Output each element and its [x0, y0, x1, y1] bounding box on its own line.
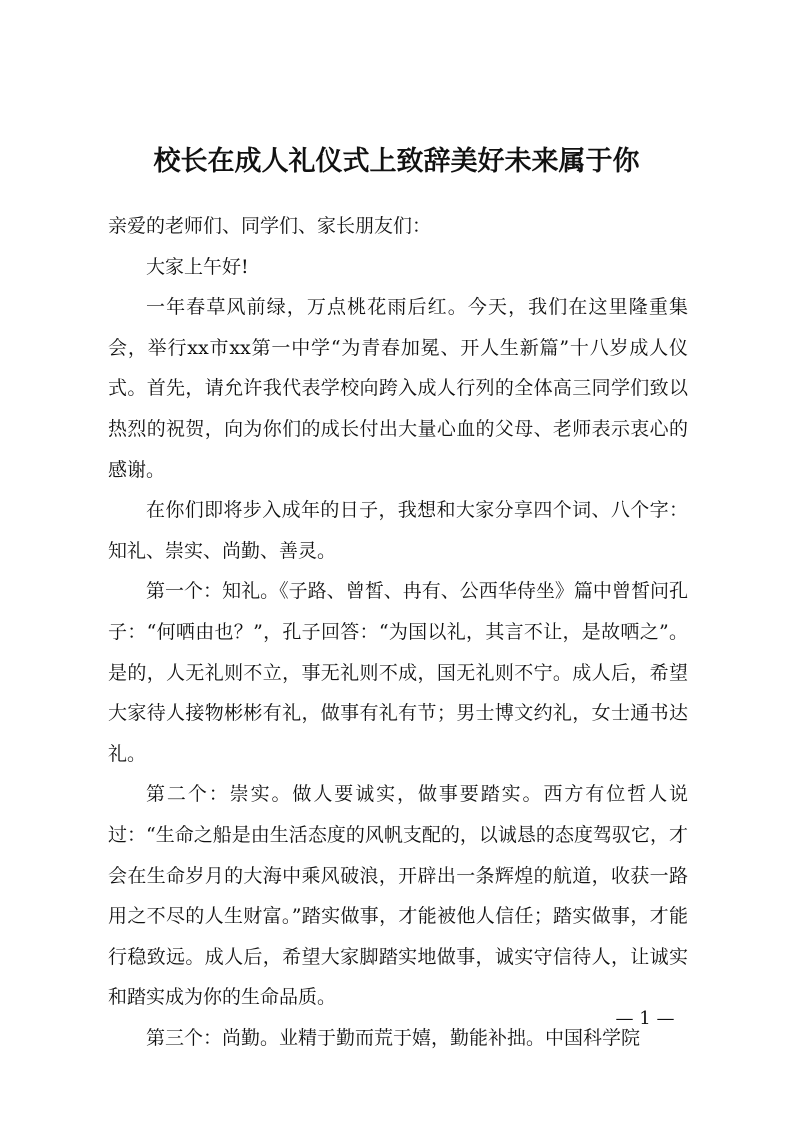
paragraph-shangqin: 第三个：尚勤。业精于勤而荒于嬉，勤能补拙。中国科学院 [146, 1026, 641, 1049]
paragraph-four-words: 在你们即将步入成年的日子，我想和大家分享四个词、八个字：知礼、崇实、尚勤、善灵。 [108, 499, 688, 562]
document-title: 校长在成人礼仪式上致辞美好未来属于你 [153, 146, 640, 177]
page-number: — 1 — [615, 1008, 675, 1029]
paragraph-zhili: 第一个：知礼。《子路、曾皙、冉有、公西华侍坐》篇中曾皙问孔子：“何哂由也？”，孔子回答：“为国以礼，其言不让，是故哂之”。是的，人无礼则不立，事无礼则不成，国无礼则不宁。成人后，希望大家待人接物彬彬有礼，做事有礼有节；男士博文约礼，女士通书达礼。 [108, 580, 688, 765]
document-body [108, 206, 688, 1058]
salutation: 亲爱的老师们、同学们、家长朋友们： [108, 215, 432, 237]
paragraph-chongshi: 第二个：崇实。做人要诚实，做事要踏实。西方有位哲人说过：“生命之船是由生活态度的风帆支配的，以诚恳的态度驾驭它，才会在生命岁月的大海中乘风破浪，开辟出一条辉煌的航道，收获一路用之不尽的人生财富。”踏实做事，才能被他人信任；踏实做事，才能行稳致远。成人后，希望大家脚踏实地做事，诚实守信待人，让诚实和踏实成为你的生命品质。 [108, 783, 688, 1009]
paragraph-greeting: 大家上午好! [146, 255, 249, 278]
paragraph-intro: 一年春草风前绿，万点桃花雨后红。今天，我们在这里隆重集会，举行xx市xx第一中学“为青春加冕、开人生新篇”十八岁成人仪式。首先，请允许我代表学校向跨入成人行列的全体高三同学们致以热烈的祝贺，向为你们的成长付出大量心血的父母、老师表示衷心的感谢。 [108, 296, 688, 481]
